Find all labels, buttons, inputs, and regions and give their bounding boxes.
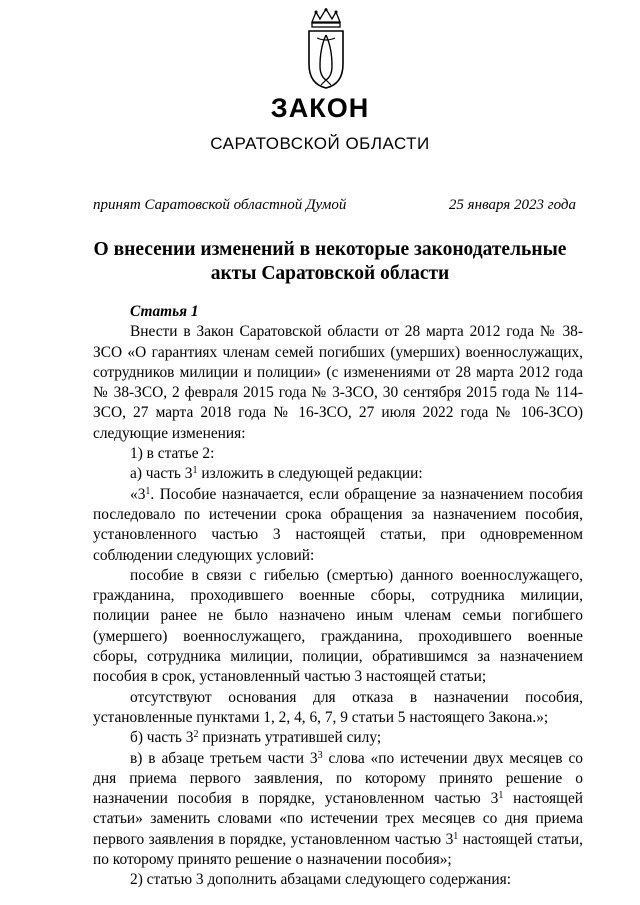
adopted-by-text: принят Саратовской областной Думой bbox=[93, 197, 347, 213]
article-label: Статья 1 bbox=[130, 303, 199, 320]
adoption-date: 25 января 2023 года bbox=[448, 197, 576, 213]
superscript: 2 bbox=[193, 729, 199, 741]
paragraph-4-text-a: «3 bbox=[130, 485, 146, 503]
paragraph-8-text-a: в) в абзаце третьем части 3 bbox=[130, 749, 318, 767]
paragraph-8-text-d: настоящей статьи, по которому принято решение о назначении пособия»; bbox=[93, 830, 583, 869]
paragraph-9: 2) статью 3 дополнить абзацами следующего содержания: bbox=[130, 871, 511, 889]
superscript: 1 bbox=[145, 485, 151, 497]
paragraph-6: отсутствуют основания для отказа в назначении пособия, установленные пунктами 1, 2, 4, 6, 7, 9 статьи 5 настоящего Закона.»; bbox=[93, 688, 583, 726]
paragraph-3 bbox=[93, 464, 583, 484]
superscript: 3 bbox=[317, 749, 323, 761]
law-heading-line-1: О внесении изменений в некоторые законодательные bbox=[93, 239, 567, 260]
paragraph-7-text-a: б) часть 3 bbox=[130, 729, 194, 747]
saratov-coat-of-arms-icon bbox=[306, 8, 346, 90]
paragraph-3-text-a: а) часть 3 bbox=[130, 465, 193, 483]
paragraph-2: 1) в статье 2: bbox=[130, 445, 215, 463]
law-heading-line-2: акты Саратовской области bbox=[210, 263, 450, 284]
superscript: 1 bbox=[192, 465, 198, 477]
superscript: 1 bbox=[498, 790, 504, 802]
paragraph-7-text-b: признать утратившей силу; bbox=[198, 729, 382, 747]
document-subtitle: САРАТОВСКОЙ ОБЛАСТИ bbox=[210, 134, 430, 153]
paragraph-4-text-b: . Пособие назначается, если обращение за назначением пособия последовало по истечении срока обращения за назначением пособия, установленного частью 3 настоящей статьи, при одновременном соблюдении следующих условий: bbox=[93, 485, 583, 564]
paragraph-4 bbox=[93, 485, 583, 566]
paragraph-7 bbox=[93, 728, 583, 748]
paragraph-5: пособие в связи с гибелью (смертью) данного военнослужащего, гражданина, проходившего военные сборы, сотрудника милиции, полиции ранее не было назначено иным членам семьи погибшего (умершего) военнослужащего, гражданина, проходившего военные сборы, сотрудника милиции, полиции, обратившимся за назначением пособия в срок, установленный частью 3 настоящей статьи; bbox=[93, 566, 583, 686]
paragraph-1: Внести в Закон Саратовской области от 28 марта 2012 года № 38-ЗСО «О гарантиях членам семей погибших (умерших) военнослужащих, сотрудников милиции и полиции» (с изменениями от 28 марта 2012 года № 38-ЗСО, 2 февраля 2015 года № 3-ЗСО, 30 сентября 2015 года № 114-ЗСО, 27 марта 2018 года № 16-ЗСО, 27 июля 2022 года № 106-ЗСО) следующие изменения: bbox=[93, 323, 583, 442]
article-body bbox=[93, 302, 583, 891]
paragraph-3-text-b: изложить в следующей редакции: bbox=[197, 465, 423, 483]
document-title: ЗАКОН bbox=[270, 93, 370, 123]
law-heading bbox=[60, 238, 600, 286]
paragraph-8-text-b: слова «по истечении двух месяцев со дня приема первого заявления, по которому принято решение о назначении пособия в порядке, установленном частью 3 bbox=[93, 749, 583, 808]
paragraph-8 bbox=[93, 749, 583, 871]
paragraph-8-text-c: настоящей статьи» заменить словами «по истечении трех месяцев со дня приема первого заявления в порядке, установленном частью 3 bbox=[93, 790, 584, 848]
superscript: 1 bbox=[453, 830, 459, 842]
